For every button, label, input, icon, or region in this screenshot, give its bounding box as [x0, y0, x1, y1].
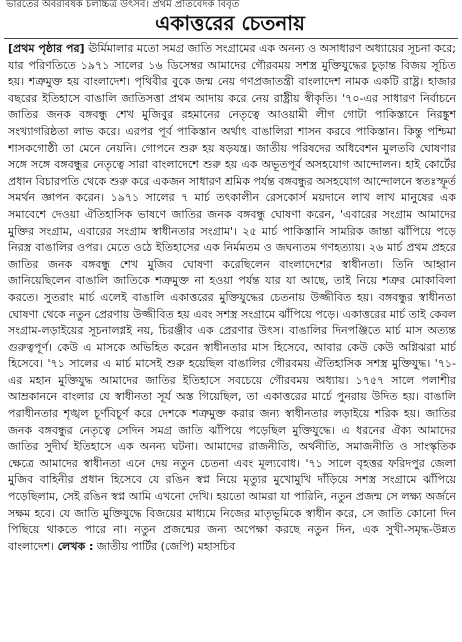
continuation-label: [প্রথম পৃষ্ঠার পর]: [8, 42, 85, 55]
headline-divider: [4, 38, 458, 39]
article-headline: একাত্তরের চেতনায়: [155, 11, 305, 35]
article-text: ঊর্মিমালার মতো সমগ্র জাতি সংগ্রামের এক অনন্য ও অসাধারণ অধ্যায়ের সূচনা করে; যার পরিণতিতে ১৯৭১ সালের ১৬ ডিসেম্বর আমাদের গৌরবময় সশস্ত্র মুক্তিযুদ্ধের চূড়ান্ত বিজয় সূচিত হয়। শত্রুমুক্ত হয় বাংলাদেশ। পৃথিবীর বুকে জন্ম নেয় গণপ্রজাতন্ত্রী বাংলাদেশ নামক একটি রাষ্ট্র। হাজার বছরের ইতিহাসে বাঙালি জাতিসত্তা প্রথম আদায় করে নেয় রাষ্ট্রীয় স্বীকৃতি। '৭০-এর সাধারণ নির্বাচনে জাতির জনক বঙ্গবন্ধু শেখ মুজিবুর রহমানের নেতৃত্বে আওয়ামী লীগ গোটা পাকিস্তানে নিরঙ্কুশ সংখ্যাগরিষ্ঠতা লাভ করে। এরপর পূর্ব পাকিস্তান অর্থাৎ বাঙালিরা শাসন করবে পাকিস্তান। কিন্তু পশ্চিমা শাসকগোষ্ঠী তা মেনে নেয়নি। গোপনে শুরু হয় ষড়যন্ত্র। জাতীয় পরিষদের অধিবেশন মুলতবি ঘোষণার সঙ্গে সঙ্গে বঙ্গবন্ধুর নেতৃত্বে সারা বাংলাদেশে শুরু হয় এক অভূতপূর্ব অসহযোগ আন্দোলন। হাই কোর্টের প্রধান বিচারপতি থেকে শুরু করে একজন সাধারণ শ্রমিক পর্যন্ত বঙ্গবন্ধুর অসহযোগ আন্দোলনে স্বতঃস্ফূর্ত সমর্থন জ্ঞাপন করেন। ১৯৭১ সালের ৭ মার্চ তৎকালীন রেসকোর্স ময়দানে লাখ লাখ মানুষের এক সমাবেশে দেওয়া ঐতিহাসিক ভাষণে জাতির জনক বঙ্গবন্ধু ঘোষণা করেন, 'এবারের সংগ্রাম আমাদের মুক্তির সংগ্রাম, এবারের সংগ্রাম স্বাধীনতার সংগ্রাম'। ২৫ মার্চ পাকিস্তানি সামরিক জান্তা ঝাঁপিয়ে পড়ে নিরস্ত্র বাঙালির ওপর। মেতে ওঠে ইতিহাসের এক নির্মমতম ও জঘন্যতম গণহত্যায়। ২৬ মার্চ প্রথম প্রহরে জাতির জনক বঙ্গবন্ধু শেখ মুজিব ঘোষণা করেছিলেন বাংলাদেশের স্বাধীনতা। তিনি আহ্বান জানিয়েছিলেন বাঙালি জাতিকে শত্রুমুক্ত না হওয়া পর্যন্ত যার যা আছে, তাই নিয়ে শত্রুর মোকাবিলা করতে। সুতরাং মার্চ এলেই বাঙালি একাত্তরের মুক্তিযুদ্ধের চেতনায় উজ্জীবিত হয়। বঙ্গবন্ধুর স্বাধীনতা ঘোষণা থেকে নতুন প্রেরণায় উজ্জীবিত হয় এবং সশস্ত্র সংগ্রামে ঝাঁপিয়ে পড়ে। একাত্তরের মার্চ তাই কেবল সংগ্রাম-লড়াইয়ের সূচনালগ্নই নয়, চিরঞ্জীব এক প্রেরণার উৎস। বাঙালির দিনপঞ্জিতে মার্চ মাস অত্যন্ত গুরুত্বপূর্ণ। কেউ এ মাসকে অভিহিত করেন স্বাধীনতার মাস হিসেবে, আবার কেউ কেউ অগ্নিঝরা মার্চ হিসেবে। '৭১ সালের এ মার্চ মাসেই শুরু হয়েছিল বাঙালির গৌরবময় ঐতিহাসিক সশস্ত্র মুক্তিযুদ্ধ। '৭১-এর মহান মুক্তিযুদ্ধ আমাদের জাতির ইতিহাসে সবচেয়ে গৌরবময় অধ্যায়। ১৭৫৭ সালে পলাশীর আম্রকাননে বাংলার যে স্বাধীনতা সূর্য অস্ত গিয়েছিল, তা একাত্তরের মার্চে পুনরায় উদিত হয়। বাঙালি পরাধীনতার শৃঙ্খল চূর্ণবিচূর্ণ করে দেশকে শত্রুমুক্ত করার জন্য স্বাধীনতার লড়াইয়ে শরিক হয়। জাতির জনক বঙ্গবন্ধুর নেতৃত্বে সেদিন সমগ্র জাতি ঝাঁপিয়ে পড়েছিল মুক্তিযুদ্ধে। এ ধরনের ঐক্য আমাদের জাতির সুদীর্ঘ ইতিহাসে এক অনন্য ঘটনা। আমাদের রাজনীতি, অর্থনীতি, সমাজনীতি ও সাংস্কৃতিক ক্ষেত্রে আমাদের স্বাধীনতা এনে দেয় নতুন চেতনা এবং মূল্যবোধ। '৭১ সালে বৃহত্তর ফরিদপুর জেলা মুজিব বাহিনীর প্রধান হিসেবে যে রঙিন স্বপ্ন নিয়ে মৃত্যুর মুখোমুখি দাঁড়িয়ে সশস্ত্র সংগ্রামে ঝাঁপিয়ে পড়েছিলাম, সেই রঙিন স্বপ্ন আমি এখনো দেখি। হয়তো আমরা যা পারিনি, নতুন প্রজন্ম সে লক্ষ্য অর্জনে সক্ষম হবে। যে জাতি মুক্তিযুদ্ধে বিজয়ের মাধ্যমে নিজের মাতৃভূমিকে স্বাধীন করে, সে জাতি কোনো দিন পিছিয়ে থাকতে পারে না। নতুন প্রজন্মের জন্য অপেক্ষা করছে নতুন দিন, এক সুখী-সমৃদ্ধ-উন্নত বাংলাদেশ।: [8, 42, 456, 553]
byline-label: লেখক :: [57, 539, 94, 553]
clipped-previous-article-line: ভারতের অবরবিষক চলচ্চিত্র উৎসব। প্রথম প্রতিবেদক বিবৃত: [6, 0, 240, 10]
article-body: [8, 41, 456, 639]
byline-text: জাতীয় পার্টির (জেপি) মহাসচিব: [96, 539, 236, 553]
